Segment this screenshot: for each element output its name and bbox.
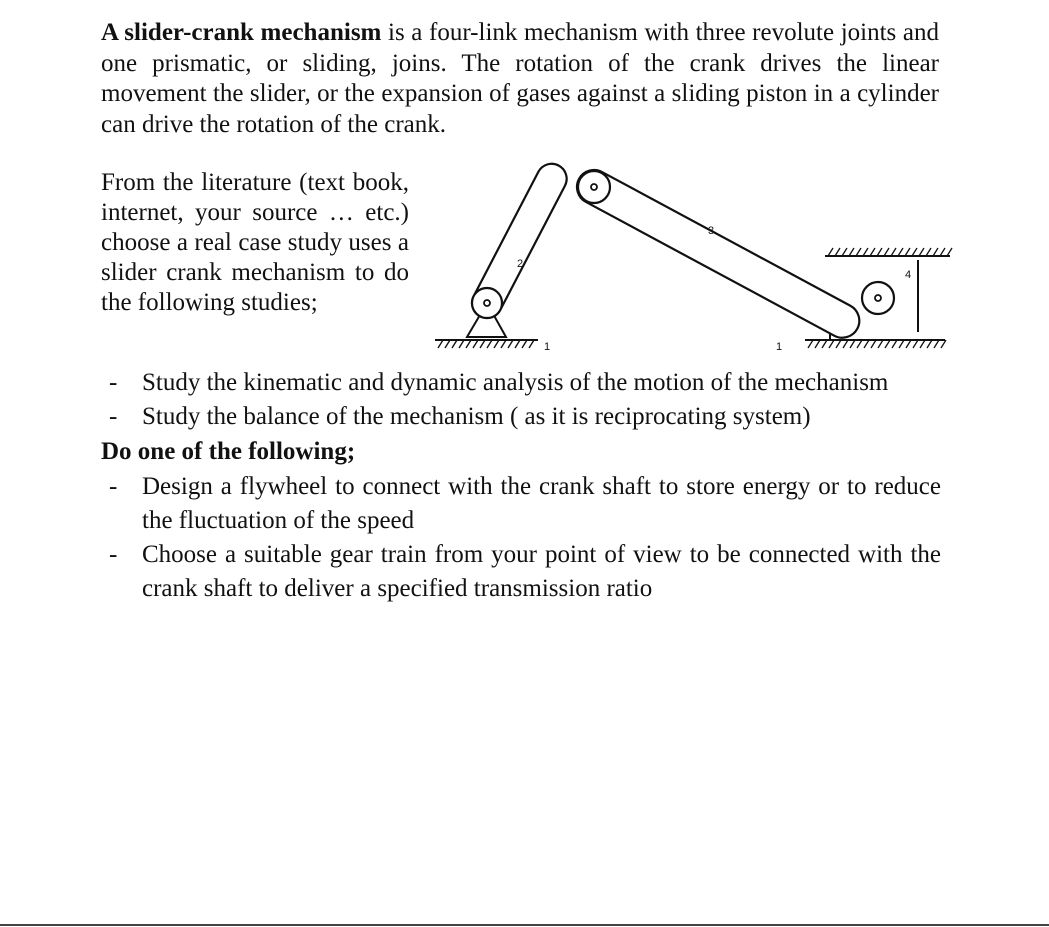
study-item: - Study the balance of the mechanism ( as it is reciprocating system) bbox=[109, 403, 811, 430]
study-item: - Study the kinematic and dynamic analysis of the motion of the mechanism bbox=[109, 369, 889, 396]
page-bottom-rule bbox=[0, 924, 1049, 926]
intro-term: A slider-crank mechanism bbox=[101, 19, 382, 46]
crank-pivot-joint bbox=[472, 288, 502, 318]
coupler-link bbox=[571, 164, 865, 344]
option-item: - Design a flywheel to connect with the crank shaft to store energy or to reduce the fluctuation of the speed bbox=[109, 473, 941, 534]
case-study-paragraph: From the literature (text book, internet, your source … etc.) choose a real case study uses a slider crank mechanism to do the following studies; bbox=[101, 169, 409, 316]
label-crank: 2 bbox=[517, 258, 524, 270]
intro-paragraph bbox=[101, 18, 939, 140]
label-ground-right: 1 bbox=[776, 341, 783, 353]
label-ground-left: 1 bbox=[544, 341, 551, 353]
label-slider: 4 bbox=[905, 269, 912, 281]
crank-coupler-joint bbox=[578, 171, 610, 203]
label-coupler: 3 bbox=[708, 225, 715, 237]
slider-joint bbox=[862, 282, 894, 314]
slider-crank-diagram bbox=[430, 160, 970, 360]
options-heading: Do one of the following; bbox=[101, 438, 356, 465]
option-item: - Choose a suitable gear train from your point of view to be connected with the crank shaft to deliver a specified transmission ratio bbox=[109, 541, 941, 602]
intro-text: is a four-link mechanism with three revolute joints and one prismatic, or sliding, joins. The rotation of the crank drives the linear movement the slider, or the expansion of gases against a sliding piston in a cylinder can drive the rotation of the crank. bbox=[101, 19, 939, 138]
task-list bbox=[101, 366, 941, 606]
